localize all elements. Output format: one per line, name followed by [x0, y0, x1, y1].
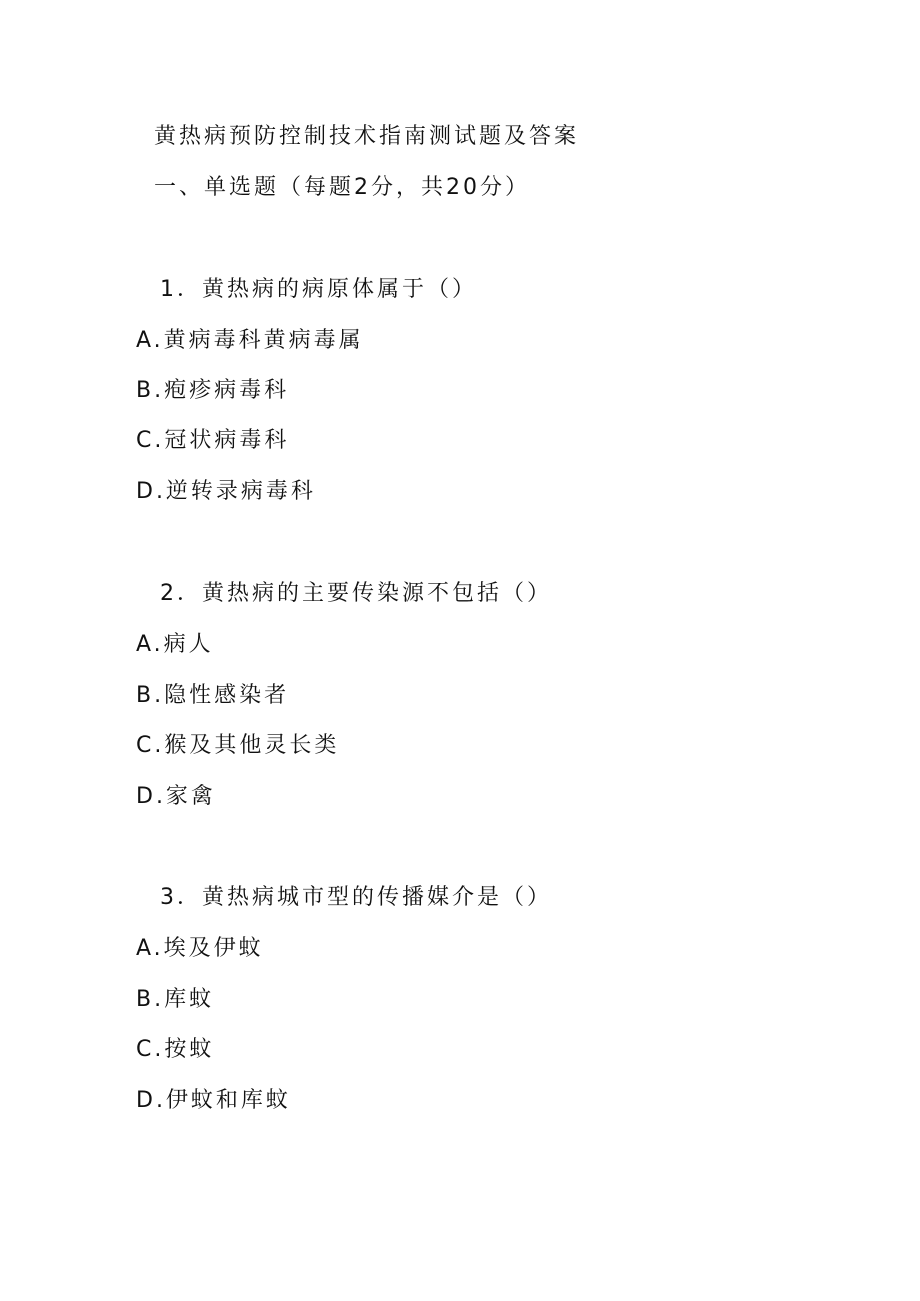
question-stem: 1．黄热病的病原体属于（） [160, 277, 477, 302]
question-stem: 3．黄热病城市型的传播媒介是（） [160, 885, 552, 910]
option-d: D.家禽 [136, 784, 216, 809]
option-b: B.库蚊 [136, 987, 215, 1012]
option-c: C.猴及其他灵长类 [136, 733, 340, 758]
option-b: B.隐性感染者 [136, 683, 290, 708]
option-c: C.按蚊 [136, 1037, 215, 1062]
option-a: A.埃及伊蚊 [136, 936, 264, 961]
document-title: 黄热病预防控制技术指南测试题及答案 [154, 124, 580, 149]
option-a: A.黄病毒科黄病毒属 [136, 328, 364, 353]
section-heading: 一、单选题（每题2分，共20分） [154, 175, 530, 200]
option-a: A.病人 [136, 632, 214, 657]
option-c: C.冠状病毒科 [136, 428, 290, 453]
option-d: D.逆转录病毒科 [136, 479, 316, 504]
question-stem: 2．黄热病的主要传染源不包括（） [160, 581, 552, 606]
option-d: D.伊蚊和库蚊 [136, 1088, 291, 1113]
option-b: B.疱疹病毒科 [136, 378, 290, 403]
